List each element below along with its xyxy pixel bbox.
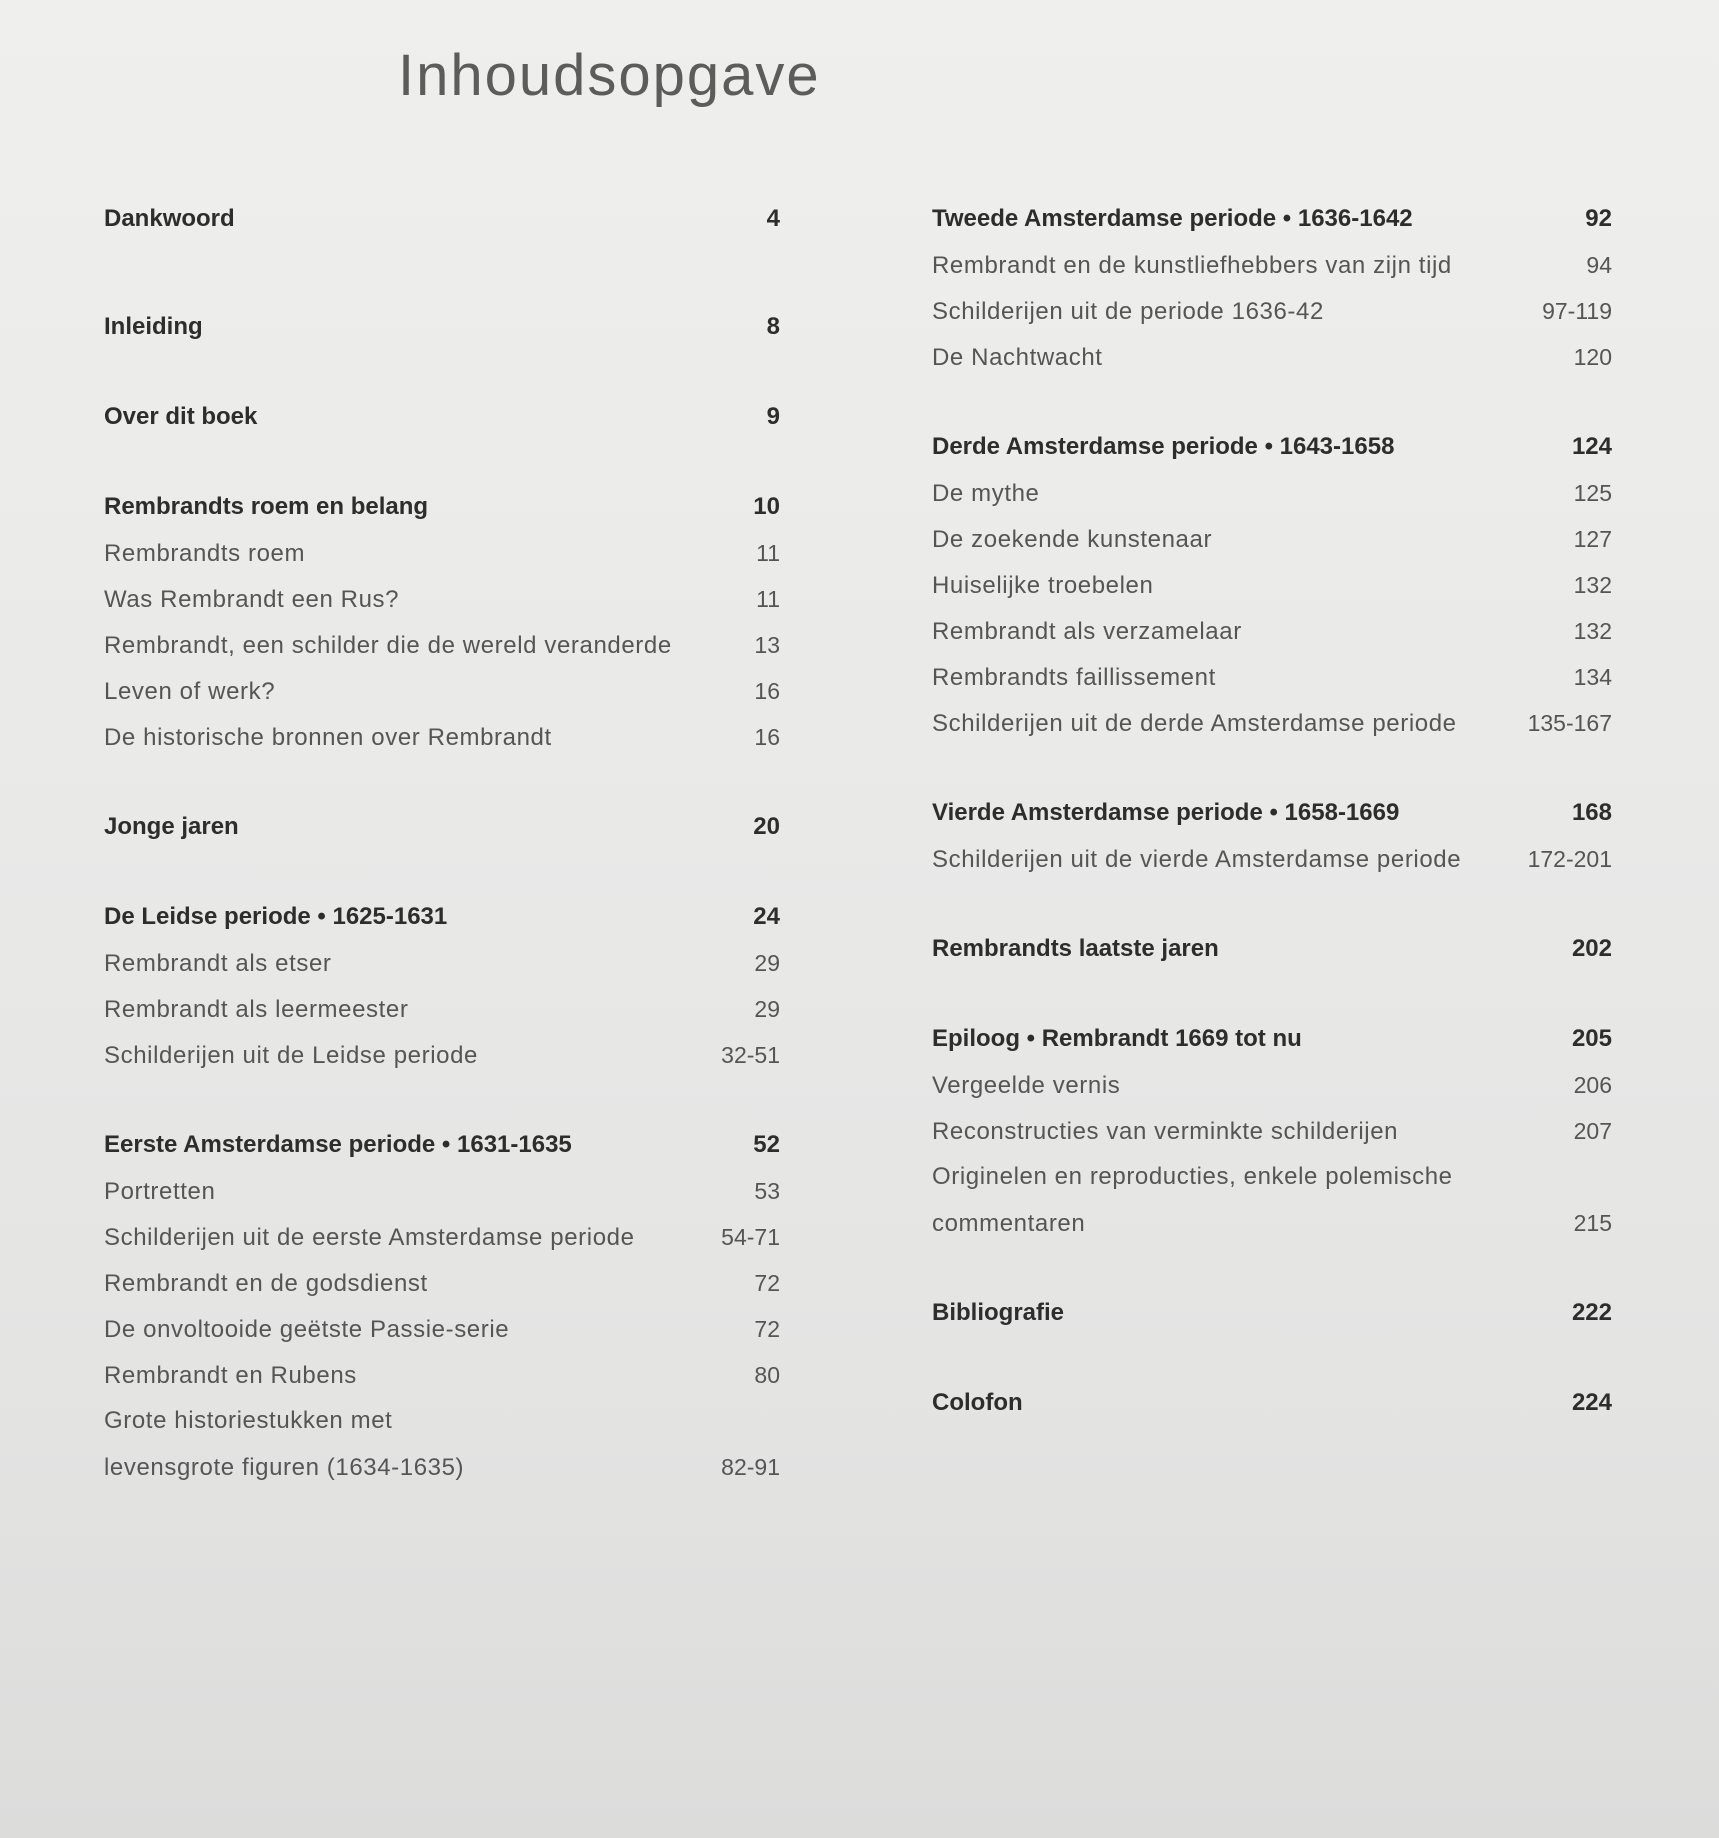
toc-entry-page: 11 [756,540,780,566]
toc-entry-page: 16 [754,724,780,750]
toc-entry-row [932,516,1612,562]
toc-heading-row [104,804,780,850]
toc-entry-page: 29 [754,950,780,976]
toc-entry: Rembrandt als leermeester [104,996,409,1023]
toc-entry: Rembrandt, een schilder die de wereld veranderde [104,632,672,659]
toc-entry-page: 127 [1573,526,1612,552]
toc-heading-row [104,894,780,940]
toc-heading-page: 20 [753,813,780,840]
toc-entry-page: 16 [754,678,780,704]
toc-entry: Huiselijke troebelen [932,572,1154,599]
toc-heading: Derde Amsterdamse periode • 1643-1658 [932,433,1395,460]
toc-heading-row [104,304,780,350]
toc-entry-page: 29 [754,996,780,1022]
toc-entry-page: 54-71 [721,1224,780,1250]
toc-entry: levensgrote figuren (1634-1635) [104,1454,465,1481]
toc-heading: Vierde Amsterdamse periode • 1658-1669 [932,799,1400,826]
toc-entry-page: 94 [1586,252,1612,278]
toc-entry-row [104,1260,780,1306]
toc-heading-page: 202 [1571,935,1612,962]
toc-entry: Grote historiestukken met [104,1407,393,1434]
toc-heading: Dankwoord [104,205,235,232]
toc-entry-row [104,1352,780,1398]
toc-section [104,484,780,760]
toc-section [932,790,1612,882]
toc-section [932,1016,1612,1246]
toc-heading-row [932,1016,1612,1062]
toc-heading-row [932,196,1612,242]
toc-entry-row [932,1154,1612,1200]
toc-heading-row [104,1122,780,1168]
toc-entry: Portretten [104,1178,216,1205]
toc-entry-row [104,1398,780,1444]
toc-heading-page: 10 [753,493,780,520]
toc-entry-row [932,836,1612,882]
toc-entry-page: 215 [1573,1210,1612,1236]
toc-heading: Rembrandts laatste jaren [932,935,1219,962]
toc-heading-page: 168 [1571,799,1612,826]
toc-heading: Epiloog • Rembrandt 1669 tot nu [932,1025,1302,1052]
toc-entry: Rembrandt als etser [104,950,332,977]
toc-entry-page: 72 [754,1270,780,1296]
toc-entry-page: 132 [1573,572,1612,598]
toc-entry-page: 32-51 [721,1042,780,1068]
toc-heading-page: 9 [766,403,780,430]
toc-entry: Schilderijen uit de eerste Amsterdamse periode [104,1224,635,1251]
toc-entry: De mythe [932,480,1040,507]
toc-entry-row [104,714,780,760]
toc-left-column [104,196,780,1490]
toc-entry-row [104,1168,780,1214]
toc-entry: Rembrandt en de godsdienst [104,1270,428,1297]
toc-entry-page: 97-119 [1542,298,1612,324]
toc-heading-row [932,790,1612,836]
toc-entry-page: 207 [1573,1118,1612,1144]
toc-entry-row [932,1062,1612,1108]
toc-heading-page: 205 [1571,1025,1612,1052]
toc-entry: Originelen en reproducties, enkele polemische [932,1163,1453,1190]
toc-entry: Rembrandts roem [104,540,306,567]
toc-entry: Schilderijen uit de derde Amsterdamse periode [932,710,1457,737]
toc-heading-row [932,1380,1612,1426]
toc-entry-page: 206 [1573,1072,1612,1098]
toc-heading-page: 124 [1571,433,1612,460]
toc-entry-row [932,1200,1612,1246]
toc-entry-page: 120 [1573,344,1612,370]
toc-entry-row [104,668,780,714]
toc-entry-page: 135-167 [1527,710,1612,736]
toc-entry: Reconstructies van verminkte schilderijen [932,1118,1399,1145]
toc-section [104,1122,780,1490]
toc-heading-page: 24 [753,903,780,930]
toc-entry-page: 82-91 [721,1454,780,1480]
toc-entry-row [932,700,1612,746]
toc-heading: Tweede Amsterdamse periode • 1636-1642 [932,205,1413,232]
toc-section [104,804,780,850]
toc-entry: De Nachtwacht [932,344,1103,371]
toc-entry-page: 13 [754,632,780,658]
toc-entry-page: 172-201 [1527,846,1612,872]
toc-entry-page: 134 [1573,664,1612,690]
toc-heading: Colofon [932,1389,1023,1416]
toc-entry-row [932,334,1612,380]
toc-heading: Eerste Amsterdamse periode • 1631-1635 [104,1131,572,1158]
toc-heading: Jonge jaren [104,813,239,840]
toc-entry-row [104,1214,780,1260]
toc-heading: De Leidse periode • 1625-1631 [104,903,448,930]
toc-entry-row [104,1032,780,1078]
toc-heading-page: 92 [1585,205,1612,232]
toc-heading-page: 52 [753,1131,780,1158]
toc-heading-row [932,926,1612,972]
toc-heading-row [932,1290,1612,1336]
toc-entry: Rembrandt en Rubens [104,1362,357,1389]
toc-entry: Rembrandt als verzamelaar [932,618,1242,645]
toc-heading-page: 224 [1571,1389,1612,1416]
toc-entry: commentaren [932,1210,1086,1237]
toc-section [932,196,1612,380]
toc-entry-row [104,986,780,1032]
toc-section [104,894,780,1078]
toc-section [104,394,780,440]
toc-heading: Rembrandts roem en belang [104,493,429,520]
toc-entry-page: 80 [754,1362,780,1388]
toc-section [932,1380,1612,1426]
toc-entry-row [104,940,780,986]
toc-entry-row [104,1306,780,1352]
toc-heading-row [104,394,780,440]
toc-entry: Schilderijen uit de vierde Amsterdamse periode [932,846,1462,873]
toc-entry-row [104,622,780,668]
toc-entry: Rembrandts faillissement [932,664,1216,691]
toc-heading: Bibliografie [932,1299,1065,1326]
toc-heading-row [932,424,1612,470]
toc-entry: Rembrandt en de kunstliefhebbers van zijn tijd [932,252,1452,279]
toc-heading: Over dit boek [104,403,258,430]
toc-entry-row [932,562,1612,608]
page-title: Inhoudsopgave [398,43,821,108]
toc-section [932,926,1612,972]
toc-entry-page: 125 [1573,480,1612,506]
toc-right-column [932,196,1612,1426]
toc-entry: Leven of werk? [104,678,276,705]
toc-section [932,424,1612,746]
toc-entry: Vergeelde vernis [932,1072,1121,1099]
toc-heading-page: 4 [766,205,780,232]
toc-heading-page: 8 [766,313,780,340]
toc-entry-page: 11 [756,586,780,612]
toc-entry-row [932,470,1612,516]
toc-entry-page: 72 [754,1316,780,1342]
toc-heading: Inleiding [104,313,203,340]
toc-section [932,1290,1612,1336]
toc-entry-row [104,576,780,622]
toc-entry-row [104,530,780,576]
toc-entry: De onvoltooide geëtste Passie-serie [104,1316,510,1343]
toc-heading-page: 222 [1571,1299,1612,1326]
toc-entry-row [932,242,1612,288]
toc-entry-row [932,288,1612,334]
toc-heading-row [104,484,780,530]
toc-entry-page: 132 [1573,618,1612,644]
toc-entry-row [104,1444,780,1490]
toc-entry: De historische bronnen over Rembrandt [104,724,552,751]
toc-entry: Schilderijen uit de periode 1636-42 [932,298,1324,325]
toc-section [104,196,780,242]
toc-entry-row [932,654,1612,700]
toc-section [104,304,780,350]
toc-entry: De zoekende kunstenaar [932,526,1213,553]
toc-entry-row [932,608,1612,654]
toc-entry-row [932,1108,1612,1154]
toc-entry: Was Rembrandt een Rus? [104,586,400,613]
toc-heading-row [104,196,780,242]
toc-entry-page: 53 [754,1178,780,1204]
toc-entry: Schilderijen uit de Leidse periode [104,1042,478,1069]
